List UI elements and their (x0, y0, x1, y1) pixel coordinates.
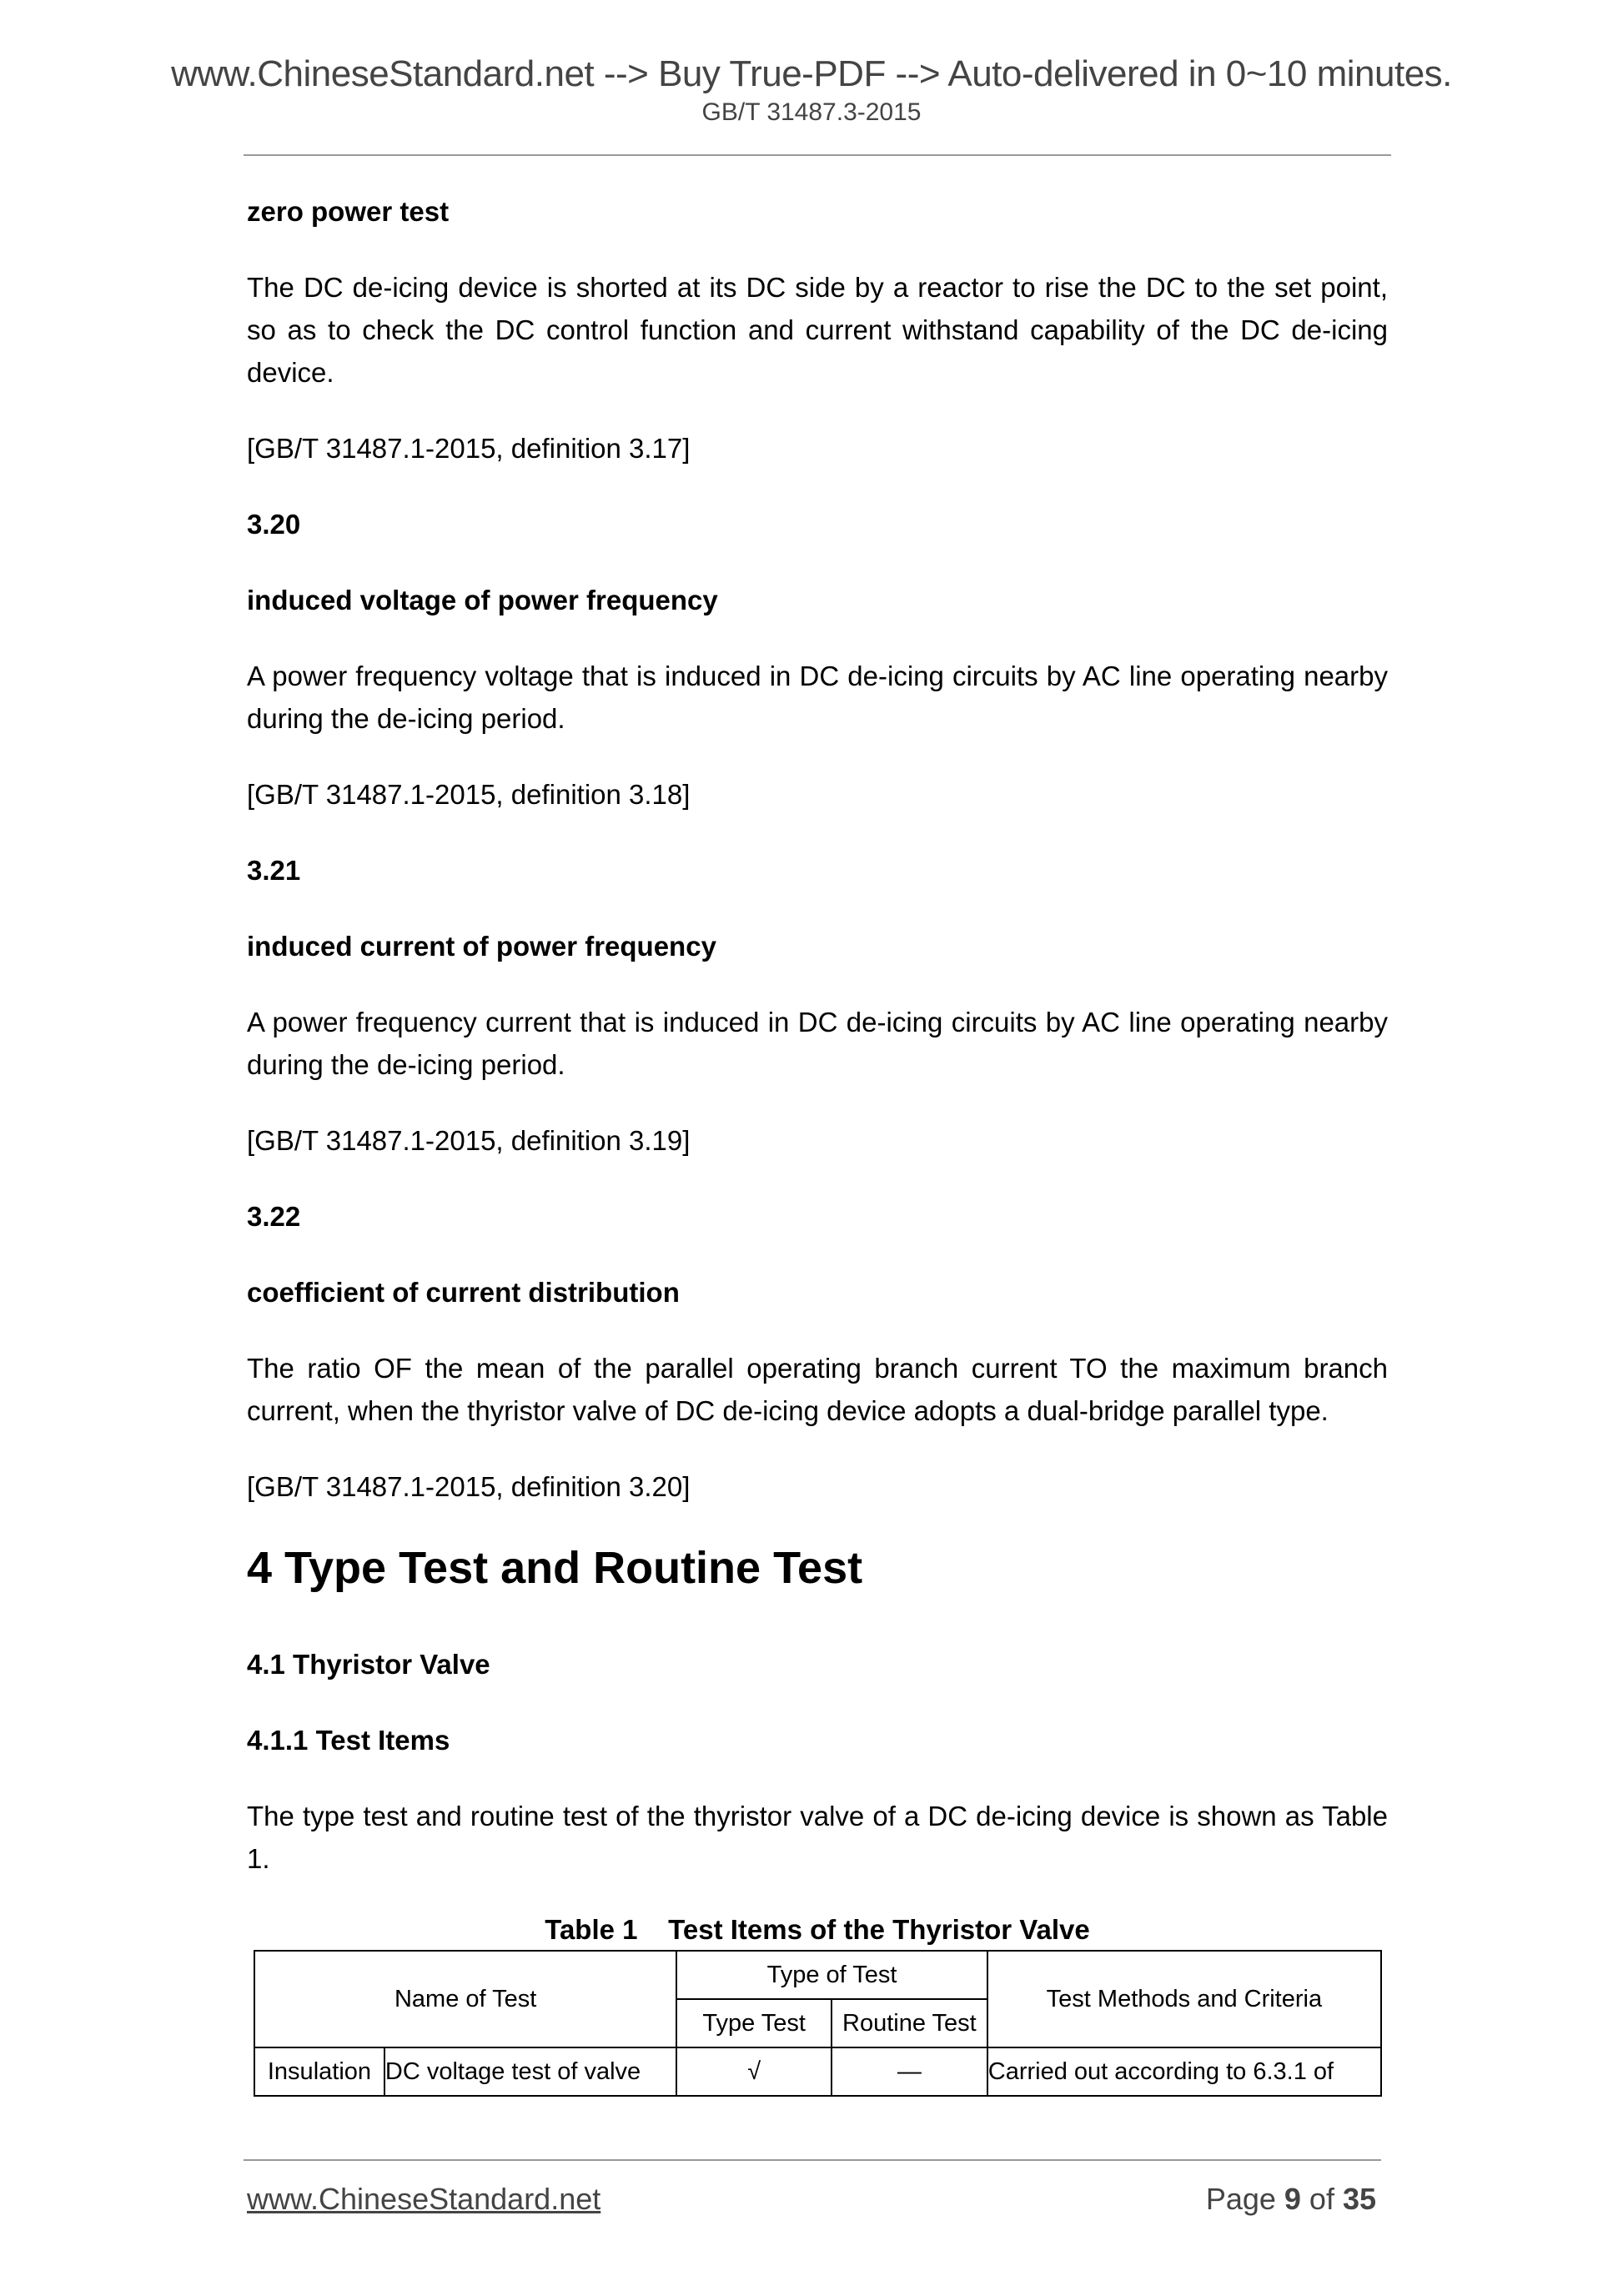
term-reference: [GB/T 31487.1-2015, definition 3.19] (247, 1125, 691, 1156)
subsubsection-heading: 4.1.1 Test Items (247, 1725, 450, 1756)
cell-method: Carried out according to 6.3.1 of (987, 2047, 1381, 2096)
header-routine-test: Routine Test (832, 1999, 987, 2047)
table-caption: Table 1 Test Items of the Thyristor Valve (545, 1914, 1090, 1945)
header-name-of-test: Name of Test (254, 1951, 676, 2047)
term-definition: A power frequency voltage that is induced in DC de-icing circuits by AC line operating nearby during the de-icing period. (247, 661, 1388, 734)
page-indicator (1206, 2181, 1376, 2218)
term-title: zero power test (247, 196, 450, 227)
test-items-table (254, 1950, 1382, 2097)
cell-type-test: √ (676, 2047, 832, 2096)
page-total: 35 (1342, 2182, 1376, 2216)
term-title: coefficient of current distribution (247, 1277, 680, 1308)
banner-text: www.ChineseStandard.net --> Buy True-PDF --> Auto-delivered in 0~10 minutes. (171, 53, 1452, 94)
term-definition: The DC de-icing device is shorted at its DC side by a reactor to rise the DC to the set point, so as to check the DC control function and current withstand capability of the DC de-icing device. (247, 272, 1388, 388)
cell-routine-test: — (832, 2047, 987, 2096)
table-row (254, 2047, 1381, 2096)
term-reference: [GB/T 31487.1-2015, definition 3.18] (247, 779, 691, 810)
term-reference: [GB/T 31487.1-2015, definition 3.20] (247, 1471, 691, 1502)
paragraph: The type test and routine test of the thyristor valve of a DC de-icing device is shown as Table 1. (247, 1801, 1388, 1874)
footer-site-link[interactable]: www.ChineseStandard.net (247, 2182, 601, 2216)
term-title: induced current of power frequency (247, 931, 716, 962)
page-of: of (1300, 2182, 1343, 2216)
doc-id: GB/T 31487.3-2015 (701, 98, 922, 126)
term-number: 3.21 (247, 855, 301, 886)
page-prefix: Page (1205, 2182, 1284, 2216)
header-divider (244, 154, 1391, 156)
section-heading: 4 Type Test and Routine Test (247, 1543, 863, 1593)
term-reference: [GB/T 31487.1-2015, definition 3.17] (247, 433, 691, 464)
document-body (247, 190, 1388, 2097)
term-number: 3.20 (247, 509, 301, 540)
term-title: induced voltage of power frequency (247, 585, 718, 615)
header-type-test: Type Test (676, 1999, 832, 2047)
term-number: 3.22 (247, 1201, 301, 1232)
header-type-of-test: Type of Test (676, 1951, 987, 1999)
term-definition: A power frequency current that is induced in DC de-icing circuits by AC line operating nearby during the de-icing period. (247, 1007, 1388, 1080)
subsection-heading: 4.1 Thyristor Valve (247, 1649, 490, 1680)
header-test-methods: Test Methods and Criteria (987, 1951, 1381, 2047)
cell-test-name: DC voltage test of valve (384, 2047, 676, 2096)
term-definition: The ratio OF the mean of the parallel operating branch current TO the maximum branch current, when the thyristor valve of DC de-icing device adopts a dual-bridge parallel type. (247, 1353, 1388, 1426)
cell-category: Insulation (254, 2047, 384, 2096)
page-number: 9 (1284, 2182, 1301, 2216)
footer-divider (244, 2159, 1381, 2161)
